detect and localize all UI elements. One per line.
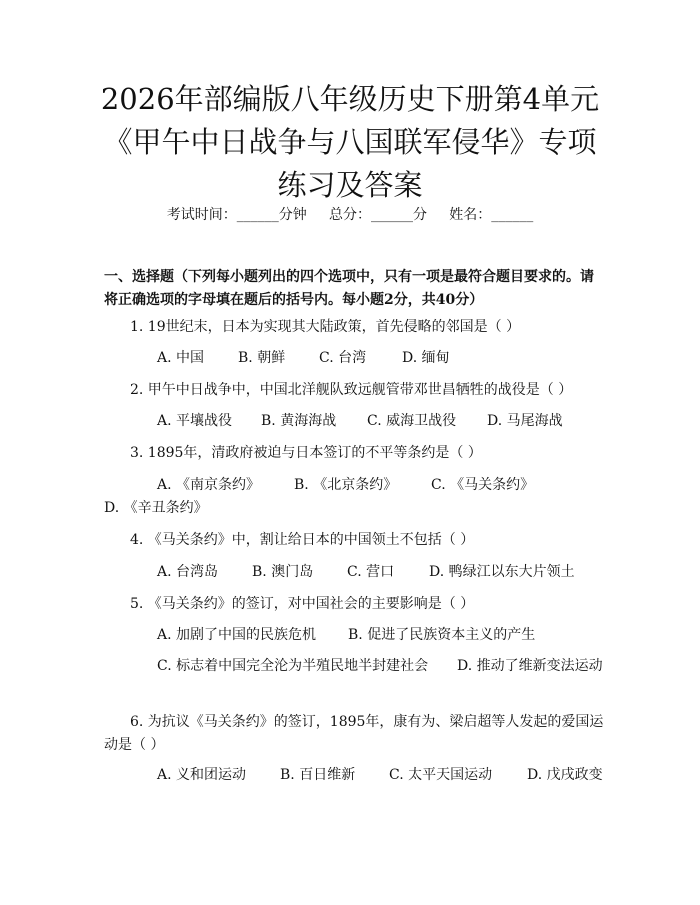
option-b: B. 促进了民族资本主义的产生 [348,627,536,643]
question-3: 3. 1895年，清政府被迫与日本签订的不平等条约是（ ） [130,445,482,461]
document-title: 2026年部编版八年级历史下册第4单元《甲午中日战争与八国联军侵华》专项练习及答案 [100,82,600,202]
question-4-options [104,561,604,584]
option-d: D. 推动了维新变法运动 [457,658,603,674]
question-3-options [104,474,604,520]
option-a: A. 平壤战役 [157,413,233,429]
option-d: D. 鸭绿江以东大片领土 [429,564,575,580]
question-5-options-row-2 [104,655,604,678]
option-a: A. 义和团运动 [157,767,247,783]
question-2-options [104,410,604,433]
option-b: B. 朝鲜 [238,350,286,366]
option-c: C. 标志着中国完全沦为半殖民地半封建社会 [157,658,429,674]
section-heading: 一、选择题（下列每小题列出的四个选项中，只有一项是最符合题目要求的。请将正确选项的字母填在题后的括号内。每小题2分，共40分） [104,269,594,308]
option-c: C. 《马关条约》 [431,477,535,493]
exam-meta: 考试时间：______分钟 总分：______分 姓名：______ [166,207,534,223]
option-b: B. 百日维新 [280,767,356,783]
question-1-options [104,347,604,370]
option-c: C. 太平天国运动 [389,767,493,783]
option-c: C. 台湾 [319,350,367,366]
option-a: A. 中国 [157,350,205,366]
question-5: 5. 《马关条约》的签订，对中国社会的主要影响是（ ） [130,596,475,612]
question-6-options [104,764,604,787]
question-1: 1. 19世纪末，日本为实现其大陆政策，首先侵略的邻国是（ ） [130,319,521,335]
option-c: C. 威海卫战役 [367,413,457,429]
option-b: B. 黄海海战 [261,413,337,429]
option-d: D. 缅甸 [402,350,450,366]
question-6: 6. 为抗议《马关条约》的签订，1895年，康有为、梁启超等人发起的爱国运动是（ ） [104,714,604,753]
question-4: 4. 《马关条约》中，割让给日本的中国领土不包括（ ） [130,532,475,548]
question-2: 2. 甲午中日战争中，中国北洋舰队致远舰管带邓世昌牺牲的战役是（ ） [130,382,573,398]
option-b: B. 澳门岛 [252,564,314,580]
option-a: A. 台湾岛 [157,564,219,580]
option-b: B. 《北京条约》 [294,477,398,493]
option-d: D. 马尾海战 [487,413,563,429]
option-a: A. 加剧了中国的民族危机 [157,627,317,643]
option-a: A. 《南京条约》 [157,477,261,493]
option-c: C. 营口 [347,564,395,580]
option-d: D. 《辛丑条约》 [104,500,208,516]
option-d: D. 戊戌政变 [527,767,603,783]
question-5-options-row-1 [104,624,604,647]
